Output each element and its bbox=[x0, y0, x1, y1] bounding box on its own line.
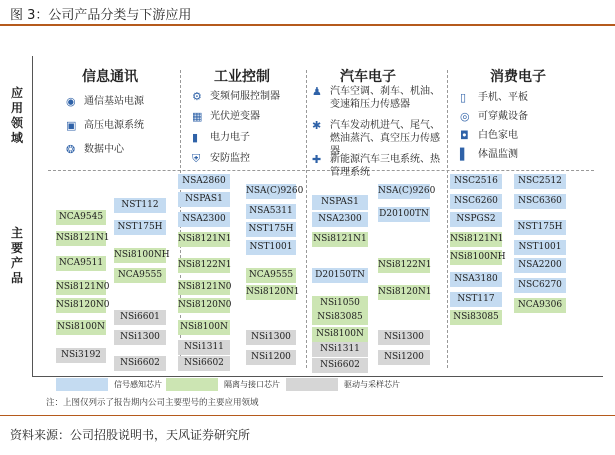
legend-swatch bbox=[166, 378, 218, 391]
wearable-icon: ◎ bbox=[460, 110, 470, 123]
product-chip: NSC6360 bbox=[514, 194, 566, 209]
product-chip: NST175H bbox=[514, 220, 566, 235]
product-chip: NSi1300 bbox=[246, 330, 296, 345]
product-chip: NSC6260 bbox=[450, 194, 502, 209]
product-chip: NST117 bbox=[450, 292, 502, 307]
product-chip: NSC2516 bbox=[450, 174, 502, 189]
battery-icon: ▮ bbox=[192, 131, 199, 144]
product-chip: NSPGS2 bbox=[450, 212, 502, 227]
app-item: ◎ 可穿戴设备 bbox=[460, 110, 528, 123]
product-chip: NSi1311 bbox=[312, 342, 368, 357]
spark-plug-icon: ♟ bbox=[312, 85, 322, 98]
product-chip: NST175H bbox=[246, 222, 296, 237]
product-chip: NCA9555 bbox=[246, 268, 296, 283]
footnote: 注：上图仅列示了报告期内公司主要型号的主要应用领域 bbox=[46, 398, 259, 408]
product-chip: NST1001 bbox=[514, 240, 566, 255]
column-divider bbox=[447, 70, 448, 368]
cloud-icon: ❂ bbox=[66, 143, 76, 156]
product-chip: NSi6601 bbox=[114, 310, 166, 325]
appliance-icon: ◘ bbox=[460, 129, 469, 142]
product-chip: NSi8121N1 bbox=[312, 232, 368, 247]
product-chip: D20100TN bbox=[378, 207, 430, 222]
app-item: ⚙ 变频伺服控制器 bbox=[192, 90, 280, 103]
product-chip: NST175H bbox=[114, 220, 166, 235]
app-item: ▦ 光伏逆变器 bbox=[192, 110, 260, 123]
app-item: ✚ 新能源汽车三电系统、热管理系统 bbox=[312, 153, 440, 178]
product-chip: NSC6270 bbox=[514, 278, 566, 293]
product-chip: NSi1311 bbox=[178, 340, 230, 355]
product-chip: NSi8122N1 bbox=[378, 258, 430, 273]
product-chip: NSi83085 bbox=[312, 310, 368, 325]
product-chip: NST112 bbox=[114, 198, 166, 213]
product-chip: NSi6602 bbox=[114, 356, 166, 371]
source-text: 资料来源：公司招股说明书，天风证券研究所 bbox=[10, 428, 251, 442]
product-chip: NSi8120N1 bbox=[246, 285, 296, 300]
product-chip: NSPAS1 bbox=[178, 192, 230, 207]
category-title: 工业控制 bbox=[214, 69, 270, 85]
product-chip: NSi8121N1 bbox=[178, 232, 230, 247]
product-chip: NSA2300 bbox=[178, 212, 230, 227]
product-chip: NSi3192 bbox=[56, 348, 106, 363]
app-item: ▣ 高压电源系统 bbox=[66, 119, 144, 132]
product-chip: NSi83085 bbox=[450, 310, 502, 325]
app-item: ▮ 电力电子 bbox=[192, 131, 250, 144]
product-chip: NSi8121N1 bbox=[450, 232, 502, 247]
servo-icon: ⚙ bbox=[192, 90, 202, 103]
figure-title: 图 3：公司产品分类与下游应用 bbox=[10, 8, 192, 23]
product-chip: NCA9545 bbox=[56, 210, 106, 225]
thermometer-icon: ▌ bbox=[460, 148, 469, 161]
product-chip: NSi8100N bbox=[56, 320, 106, 335]
product-chip: NSi6602 bbox=[178, 356, 230, 371]
app-item: ◉ 通信基站电源 bbox=[66, 95, 144, 108]
product-chip: NSPAS1 bbox=[312, 195, 368, 210]
product-chip: NSi8100N bbox=[312, 327, 368, 342]
product-chip: NSi8121N0 bbox=[56, 280, 106, 295]
product-chip: NSi1300 bbox=[114, 330, 166, 345]
product-chip: NCA9555 bbox=[114, 268, 166, 283]
product-chip: NSi8121N1 bbox=[56, 231, 106, 246]
app-item: ▯ 手机、平板 bbox=[460, 91, 528, 104]
product-chip: NSA2860 bbox=[178, 174, 230, 189]
column-divider bbox=[306, 70, 307, 368]
legend-label: 驱动与采样芯片 bbox=[344, 380, 400, 389]
shield-icon: ⛨ bbox=[192, 152, 201, 165]
product-chip: NSi1050 bbox=[312, 296, 368, 311]
product-chip: NSA(C)9260 bbox=[378, 184, 430, 199]
product-chip: NSi1200 bbox=[378, 350, 430, 365]
legend-swatch bbox=[286, 378, 338, 391]
product-chip: NSi8120N0 bbox=[56, 298, 106, 313]
phone-icon: ▯ bbox=[460, 91, 467, 104]
product-chip: NSi8121N0 bbox=[178, 280, 230, 295]
app-item: ♟ 汽车空调、刹车、机油、变速箱压力传感器 bbox=[312, 85, 440, 110]
product-chip: NSi8120N0 bbox=[178, 298, 230, 313]
bulb-icon: ◉ bbox=[66, 95, 76, 108]
bottom-rule bbox=[0, 415, 615, 416]
legend-swatch bbox=[56, 378, 108, 391]
product-chip: NCA9306 bbox=[514, 298, 566, 313]
product-chip: NSi1300 bbox=[378, 330, 430, 345]
engine-icon: ✱ bbox=[312, 119, 322, 132]
app-item: ⛨ 安防监控 bbox=[192, 152, 250, 165]
product-chip: NSi8100NH bbox=[450, 250, 502, 265]
product-chip: NSA(C)9260 bbox=[246, 184, 296, 199]
solar-icon: ▦ bbox=[192, 110, 203, 123]
product-chip: NSC2512 bbox=[514, 174, 566, 189]
app-item: ▌ 体温监测 bbox=[460, 148, 518, 161]
product-chip: NSi8100NH bbox=[114, 248, 166, 263]
product-chip: NSA5311 bbox=[246, 204, 296, 219]
legend-label: 信号感知芯片 bbox=[114, 380, 162, 389]
product-chip: NSi1200 bbox=[246, 350, 296, 365]
row-label-application: 应用领域 bbox=[10, 86, 23, 145]
legend-label: 隔离与接口芯片 bbox=[224, 380, 280, 389]
product-chip: NSi8100N bbox=[178, 320, 230, 335]
product-chip: NSA3180 bbox=[450, 272, 502, 287]
title-rule bbox=[0, 24, 615, 26]
product-chip: NCA9511 bbox=[56, 256, 106, 271]
product-chip: NST1001 bbox=[246, 240, 296, 255]
category-title: 消费电子 bbox=[490, 69, 546, 85]
app-item: ◘ 白色家电 bbox=[460, 129, 518, 142]
product-chip: NSi8120N1 bbox=[378, 285, 430, 300]
product-chip: NSA2200 bbox=[514, 258, 566, 273]
product-chip: NSA2300 bbox=[312, 212, 368, 227]
ev-battery-icon: ✚ bbox=[312, 153, 322, 166]
power-plug-icon: ▣ bbox=[66, 119, 77, 132]
product-chip: NSi6602 bbox=[312, 358, 368, 373]
product-chip: NSi8122N1 bbox=[178, 258, 230, 273]
category-title: 汽车电子 bbox=[340, 69, 396, 85]
product-chip: D20150TN bbox=[312, 268, 368, 283]
category-title: 信息通讯 bbox=[82, 69, 138, 85]
row-label-products: 主要产品 bbox=[10, 226, 23, 285]
app-item: ✱ 汽车发动机进气、尾气、燃油蒸汽、真空压力传感器 bbox=[312, 119, 440, 157]
app-item: ❂ 数据中心 bbox=[66, 143, 124, 156]
